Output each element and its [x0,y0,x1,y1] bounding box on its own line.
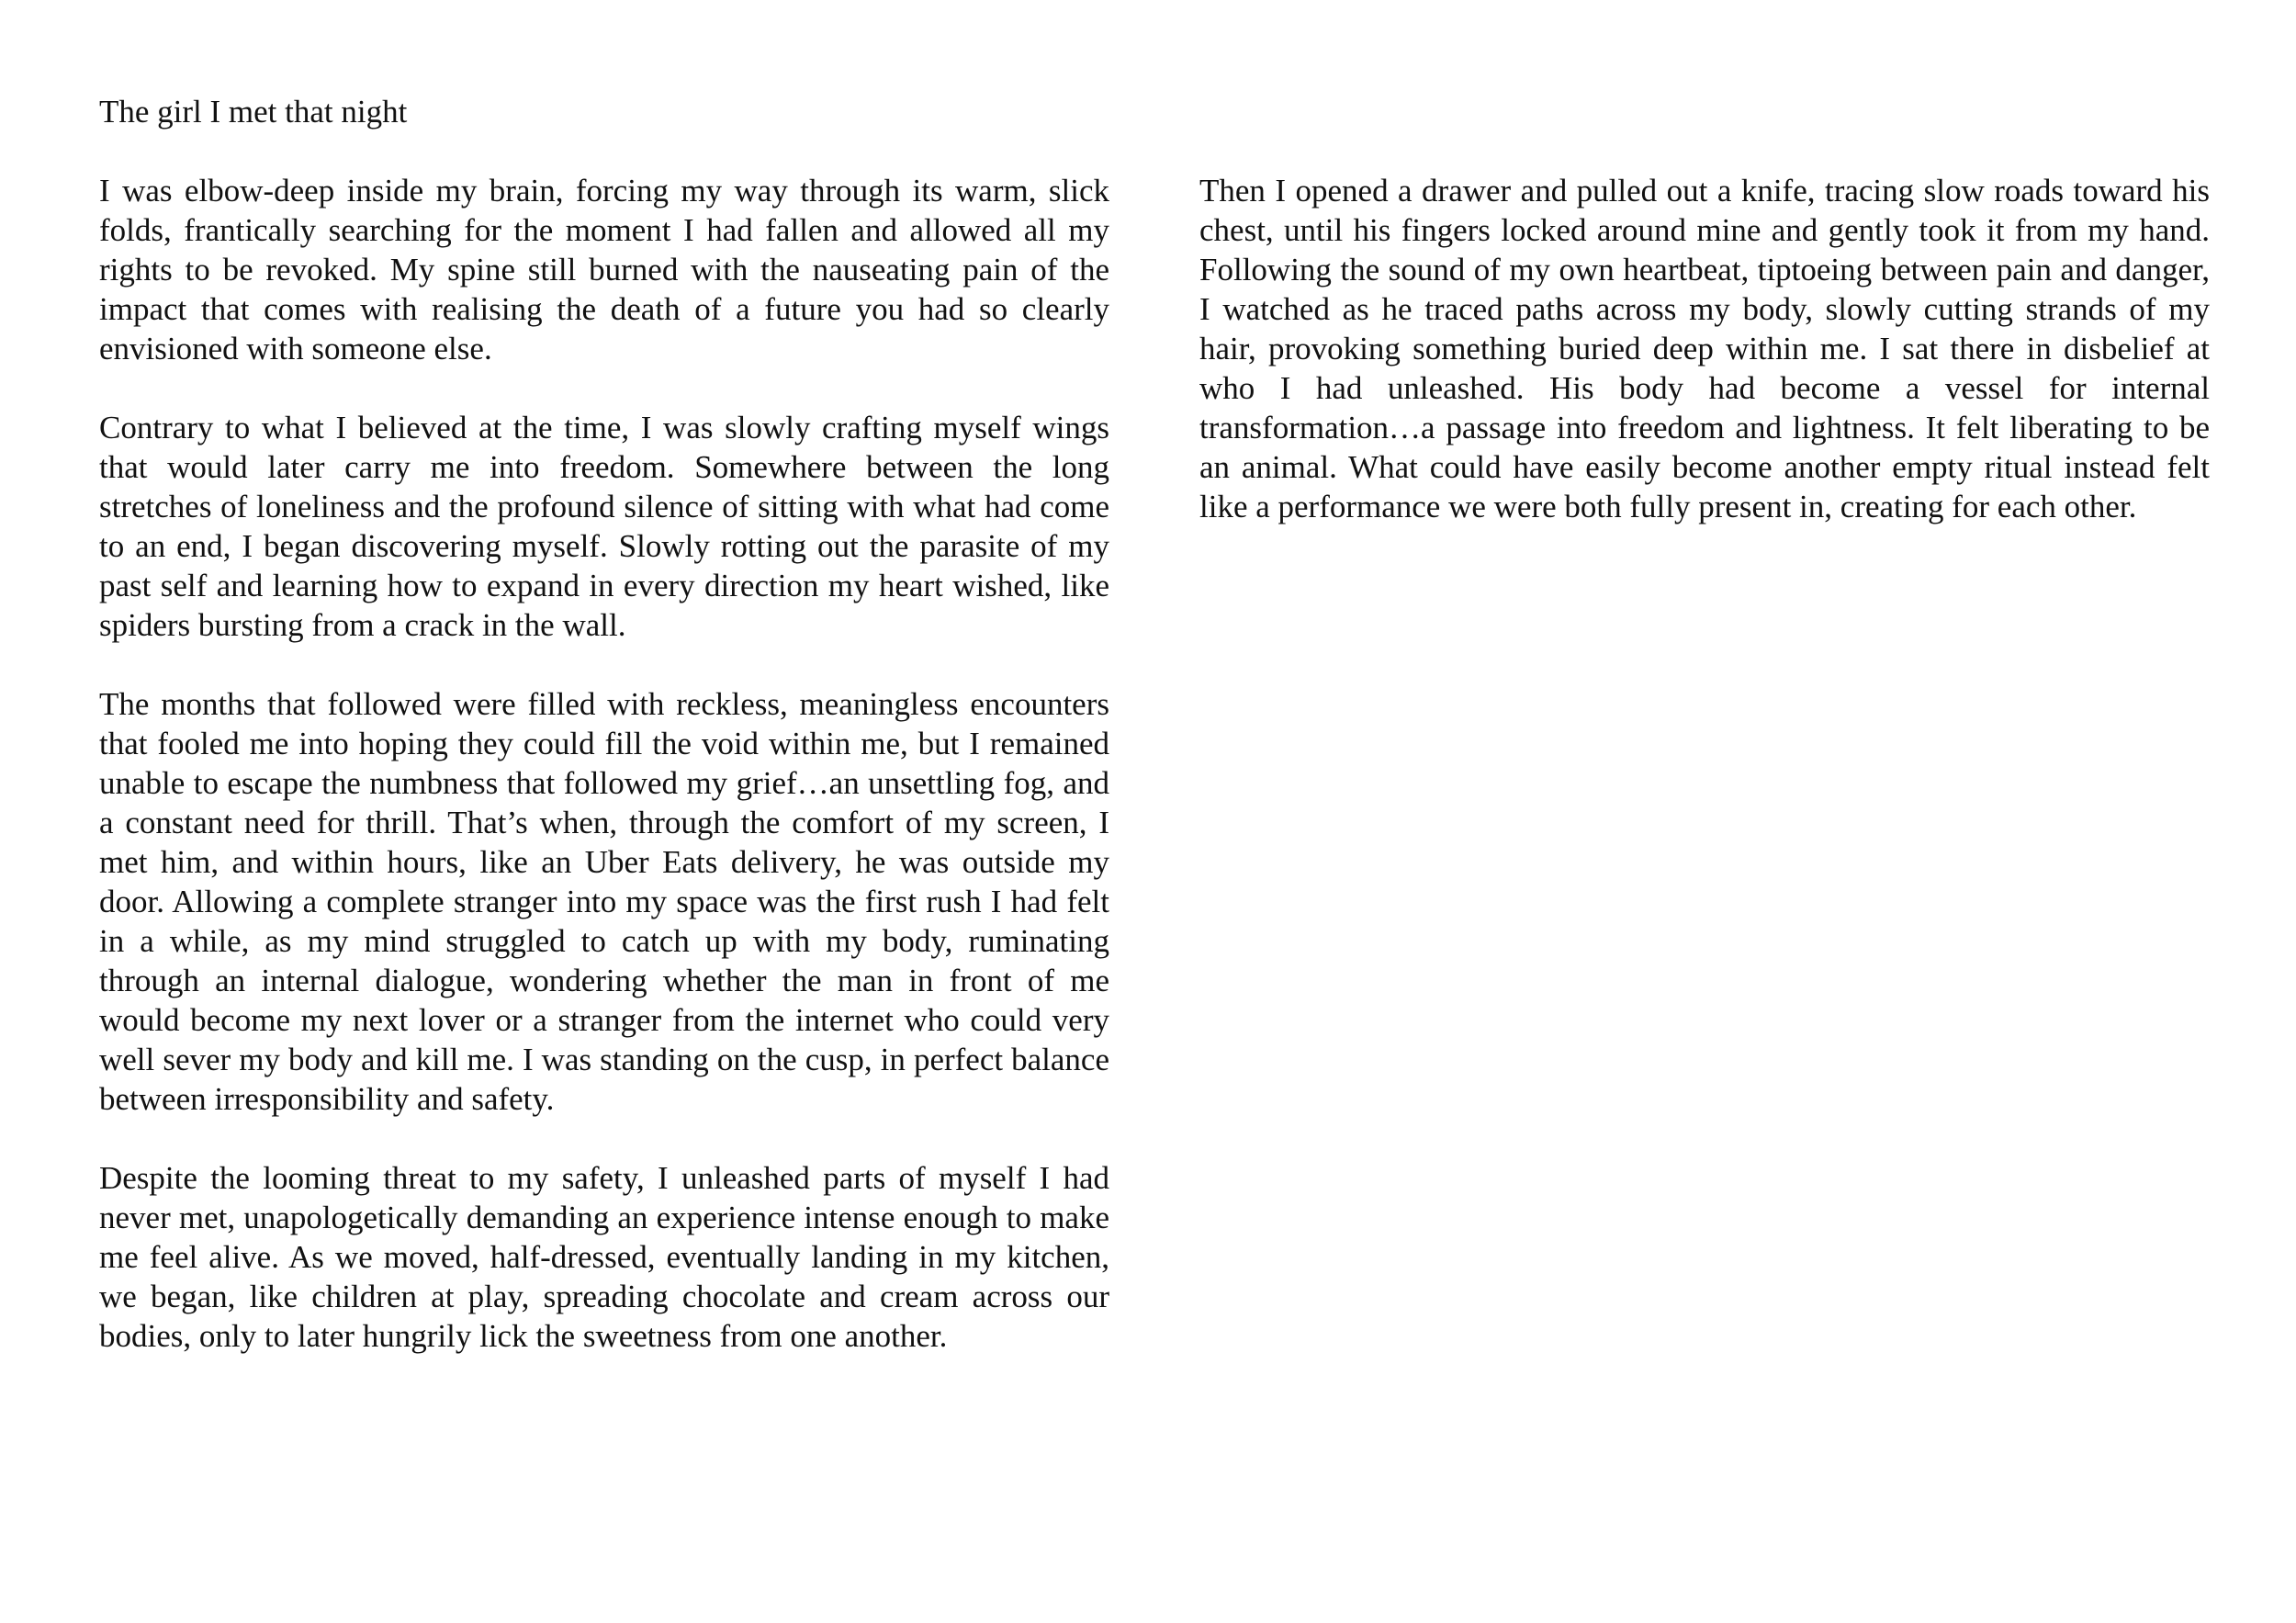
left-column [99,171,1109,1395]
paragraph: Despite the looming threat to my safety, I unleashed parts of myself I had never met, unapologetically demanding an experience intense enough to make me feel alive. As we moved, half-dressed, eventually landing in my kitchen, we began, like children at play, spreading chocolate and cream across our bodies, only to later hungrily lick the sweetness from one another. [99,1160,1109,1354]
paragraph: I was elbow-deep inside my brain, forcing my way through its warm, slick folds, frantically searching for the moment I had fallen and allowed all my rights to be revoked. My spine still burned with the nauseating pain of the impact that comes with realising the death of a future you had so clearly envisioned with someone else. [99,173,1109,366]
paragraph: Then I opened a drawer and pulled out a knife, tracing slow roads toward his chest, until his fingers locked around mine and gently took it from my hand. Following the sound of my own heartbeat, tiptoeing between pain and danger, I watched as he traced paths across my body, slowly cutting strands of my hair, provoking something buried deep within me. I sat there in disbelief at who I had unleashed. His body had become a vessel for internal transformation…a passage into freedom and lightness. It felt liberating to be an animal. What could have easily become another empty ritual instead felt like a performance we were both fully present in, creating for each other. [1199,173,2210,524]
paragraph: The months that followed were filled with reckless, meaningless encounters that fooled me into hoping they could fill the void within me, but I remained unable to escape the numbness that followed my grief…an unsettling fog, and a constant need for thrill. That’s when, through the comfort of my screen, I met him, and within hours, like an Uber Eats delivery, he was outside my door. Allowing a complete stranger into my space was the first rush I had felt in a while, as my mind struggled to catch up with my body, ruminating through an internal dialogue, wondering whether the man in front of me would become my next lover or a stranger from the internet who could very well sever my body and kill me. I was standing on the cusp, in perfect balance between irresponsibility and safety. [99,686,1109,1117]
right-column [1199,171,2210,566]
document-title: The girl I met that night [99,94,408,130]
paragraph: Contrary to what I believed at the time, I was slowly crafting myself wings that would later carry me into freedom. Somewhere between the long stretches of loneliness and the profound silence of sitting with what had come to an end, I began discovering myself. Slowly rotting out the parasite of my past self and learning how to expand in every direction my heart wished, like spiders bursting from a crack in the wall. [99,410,1109,643]
